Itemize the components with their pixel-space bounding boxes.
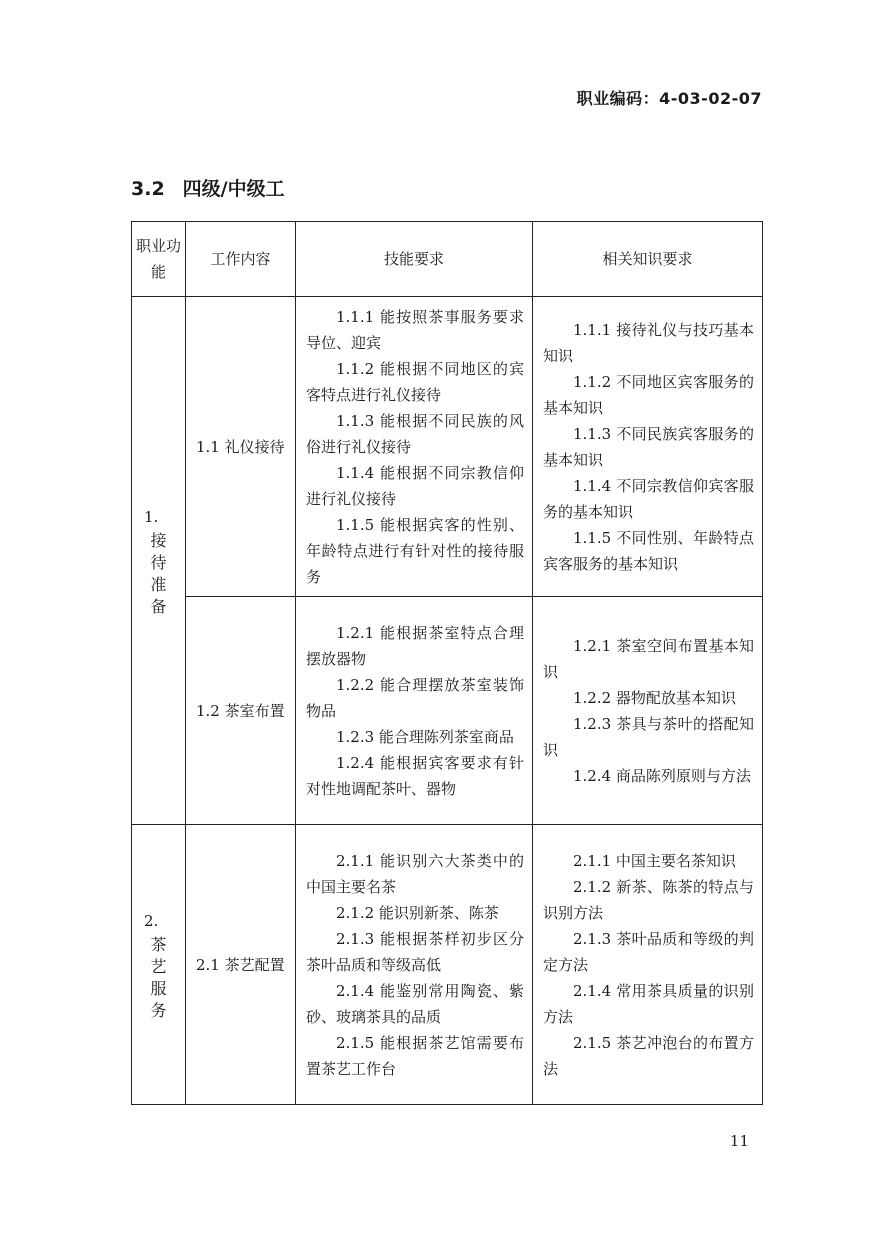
occupation-code: 职业编码：4-03-02-07 [576, 89, 762, 108]
knowledge-item: 1.1.4 不同宗教信仰宾客服务的基本知识 [543, 476, 754, 521]
skill-item: 1.2.3 能合理陈列茶室商品 [336, 727, 514, 746]
knowledge-item: 2.1.5 茶艺冲泡台的布置方法 [543, 1033, 754, 1078]
table-row [132, 297, 763, 597]
skill-item: 1.2.2 能合理摆放茶室装饰物品 [306, 675, 524, 720]
content-cell: 1.1 礼仪接待 [186, 297, 296, 597]
knowledge-cell [533, 597, 763, 825]
func-name: 茶艺服务 [150, 934, 167, 1020]
header-func: 职业功能 [132, 222, 186, 297]
skill-item: 1.1.5 能根据宾客的性别、年龄特点进行有针对性的接待服务 [306, 515, 524, 586]
func-cell-1 [132, 297, 186, 825]
content-cell: 2.1 茶艺配置 [186, 825, 296, 1105]
knowledge-item: 1.1.5 不同性别、年龄特点宾客服务的基本知识 [543, 528, 754, 573]
skill-item: 1.2.1 能根据茶室特点合理摆放器物 [306, 623, 524, 668]
knowledge-item: 1.2.1 茶室空间布置基本知识 [543, 636, 754, 681]
knowledge-item: 1.1.1 接待礼仪与技巧基本知识 [543, 320, 754, 365]
page-number: 11 [729, 1132, 749, 1150]
content-cell: 1.2 茶室布置 [186, 597, 296, 825]
skill-item: 1.1.4 能根据不同宗教信仰进行礼仪接待 [306, 463, 524, 508]
func-name: 接待准备 [150, 530, 167, 616]
header-content: 工作内容 [186, 222, 296, 297]
skill-item: 1.1.2 能根据不同地区的宾客特点进行礼仪接待 [306, 359, 524, 404]
skill-item: 1.1.1 能按照茶事服务要求导位、迎宾 [306, 307, 524, 352]
knowledge-item: 2.1.4 常用茶具质量的识别方法 [543, 981, 754, 1026]
section-number: 3.2 [131, 178, 165, 200]
skill-item: 2.1.3 能根据茶样初步区分茶叶品质和等级高低 [306, 929, 524, 974]
skills-cell [296, 825, 533, 1105]
table-row [132, 825, 763, 1105]
func-number: 2. [144, 911, 159, 930]
knowledge-cell [533, 297, 763, 597]
skill-item: 2.1.1 能识别六大茶类中的中国主要名茶 [306, 851, 524, 896]
skills-cell [296, 297, 533, 597]
knowledge-item: 1.2.2 器物配放基本知识 [573, 688, 736, 707]
skill-item: 2.1.5 能根据茶艺馆需要布置茶艺工作台 [306, 1033, 524, 1078]
table-row [132, 597, 763, 825]
skill-item: 2.1.2 能识别新茶、陈茶 [336, 903, 499, 922]
section-heading [131, 174, 285, 201]
knowledge-item: 2.1.1 中国主要名茶知识 [573, 851, 736, 870]
header-skills: 技能要求 [296, 222, 533, 297]
skill-item: 1.1.3 能根据不同民族的风俗进行礼仪接待 [306, 411, 524, 456]
skills-table [131, 221, 763, 1105]
func-cell-2 [132, 825, 186, 1105]
func-number: 1. [144, 507, 159, 526]
header-knowledge: 相关知识要求 [533, 222, 763, 297]
knowledge-item: 1.1.2 不同地区宾客服务的基本知识 [543, 372, 754, 417]
knowledge-item: 1.2.3 茶具与茶叶的搭配知识 [543, 714, 754, 759]
skill-item: 1.2.4 能根据宾客要求有针对性地调配茶叶、器物 [306, 753, 524, 798]
knowledge-cell [533, 825, 763, 1105]
knowledge-item: 2.1.3 茶叶品质和等级的判定方法 [543, 929, 754, 974]
knowledge-item: 1.2.4 商品陈列原则与方法 [573, 766, 751, 785]
knowledge-item: 1.1.3 不同民族宾客服务的基本知识 [543, 424, 754, 469]
skills-cell [296, 597, 533, 825]
skill-item: 2.1.4 能鉴别常用陶瓷、紫砂、玻璃茶具的品质 [306, 981, 524, 1026]
knowledge-item: 2.1.2 新茶、陈茶的特点与识别方法 [543, 877, 754, 922]
section-title-text: 四级/中级工 [182, 178, 285, 200]
table-header-row [132, 222, 763, 297]
